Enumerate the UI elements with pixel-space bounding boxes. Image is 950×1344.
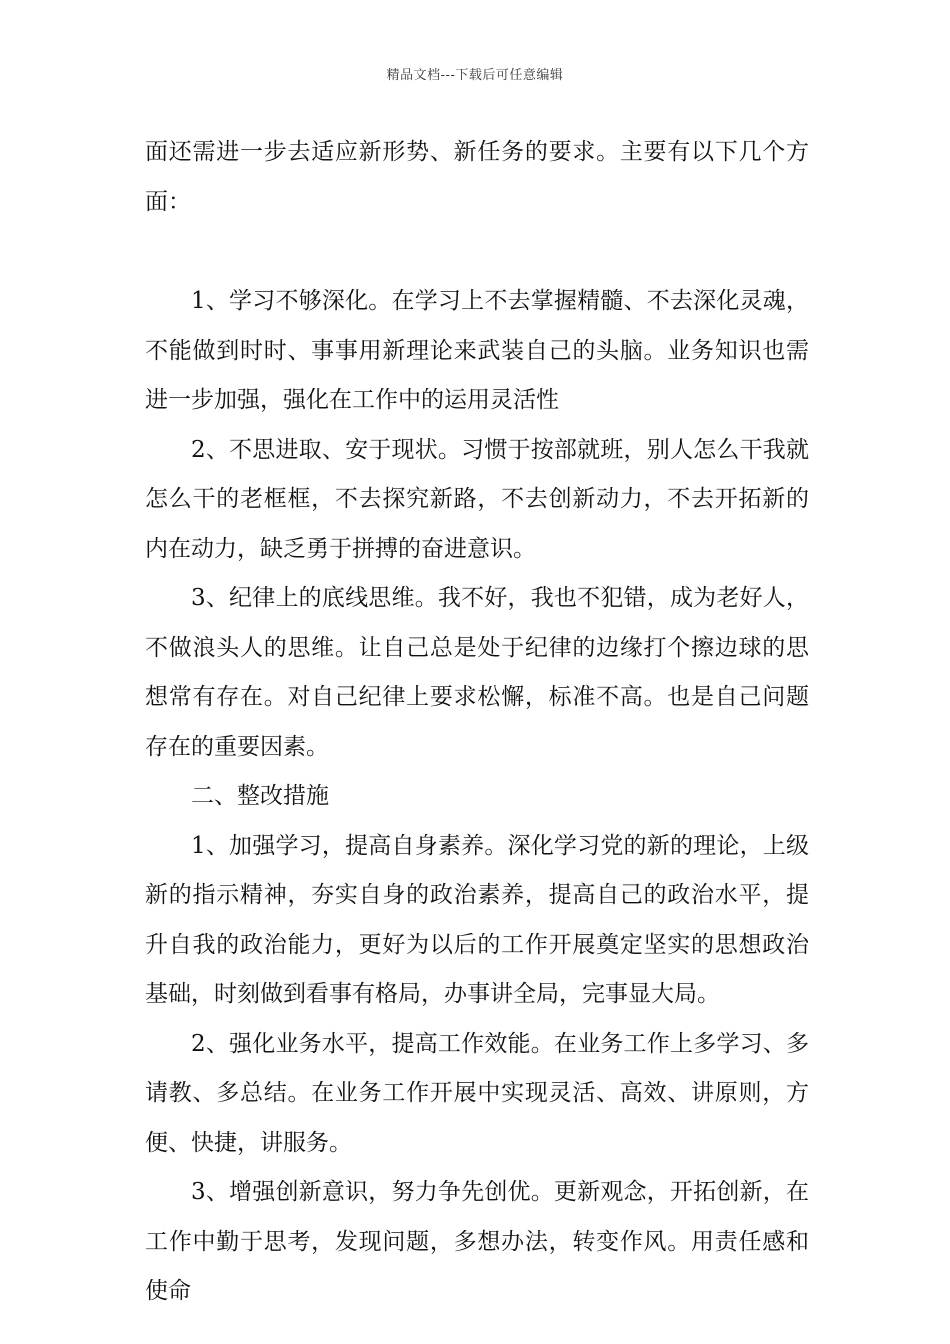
document-body — [145, 128, 809, 1317]
measure-item-2: 2、强化业务水平，提高工作效能。在业务工作上多学习、多请教、多总结。在业务工作开展中实现灵活、高效、讲原则，方便、快捷，讲服务。 — [145, 1030, 809, 1156]
measure-item-1: 1、加强学习，提高自身素养。深化学习党的新的理论，上级新的指示精神，夯实自身的政治素养，提高自己的政治水平，提升自我的政治能力，更好为以后的工作开展奠定坚实的思想政治基础，时刻做到看事有格局，办事讲全局，完事显大局。 — [145, 832, 809, 1007]
problem-item-1: 1、学习不够深化。在学习上不去掌握精髓、不去深化灵魂，不能做到时时、事事用新理论来武装自己的头脑。业务知识也需进一步加强，强化在工作中的运用灵活性 — [145, 288, 809, 413]
problem-item-2: 2、不思进取、安于现状。习惯于按部就班，别人怎么干我就怎么干的老框框，不去探究新路，不去创新动力，不去开拓新的内在动力，缺乏勇于拼搏的奋进意识。 — [145, 436, 809, 562]
measure-item-3: 3、增强创新意识，努力争先创优。更新观念，开拓创新，在工作中勤于思考，发现问题，多想办法，转变作风。用责任感和使命 — [145, 1179, 809, 1304]
intro-paragraph: 面还需进一步去适应新形势、新任务的要求。主要有以下几个方面： — [145, 139, 809, 215]
page-header: 精品文档---下载后可任意编辑 — [386, 68, 564, 83]
problem-item-3: 3、纪律上的底线思维。我不好，我也不犯错，成为老好人，不做浪头人的思维。让自己总是处于纪律的边缘打个擦边球的思想常有存在。对自己纪律上要求松懈，标准不高。也是自己问题存在的重要因素。 — [145, 585, 809, 760]
section-heading: 二、整改措施 — [191, 783, 329, 809]
paragraph-gap — [145, 227, 809, 277]
